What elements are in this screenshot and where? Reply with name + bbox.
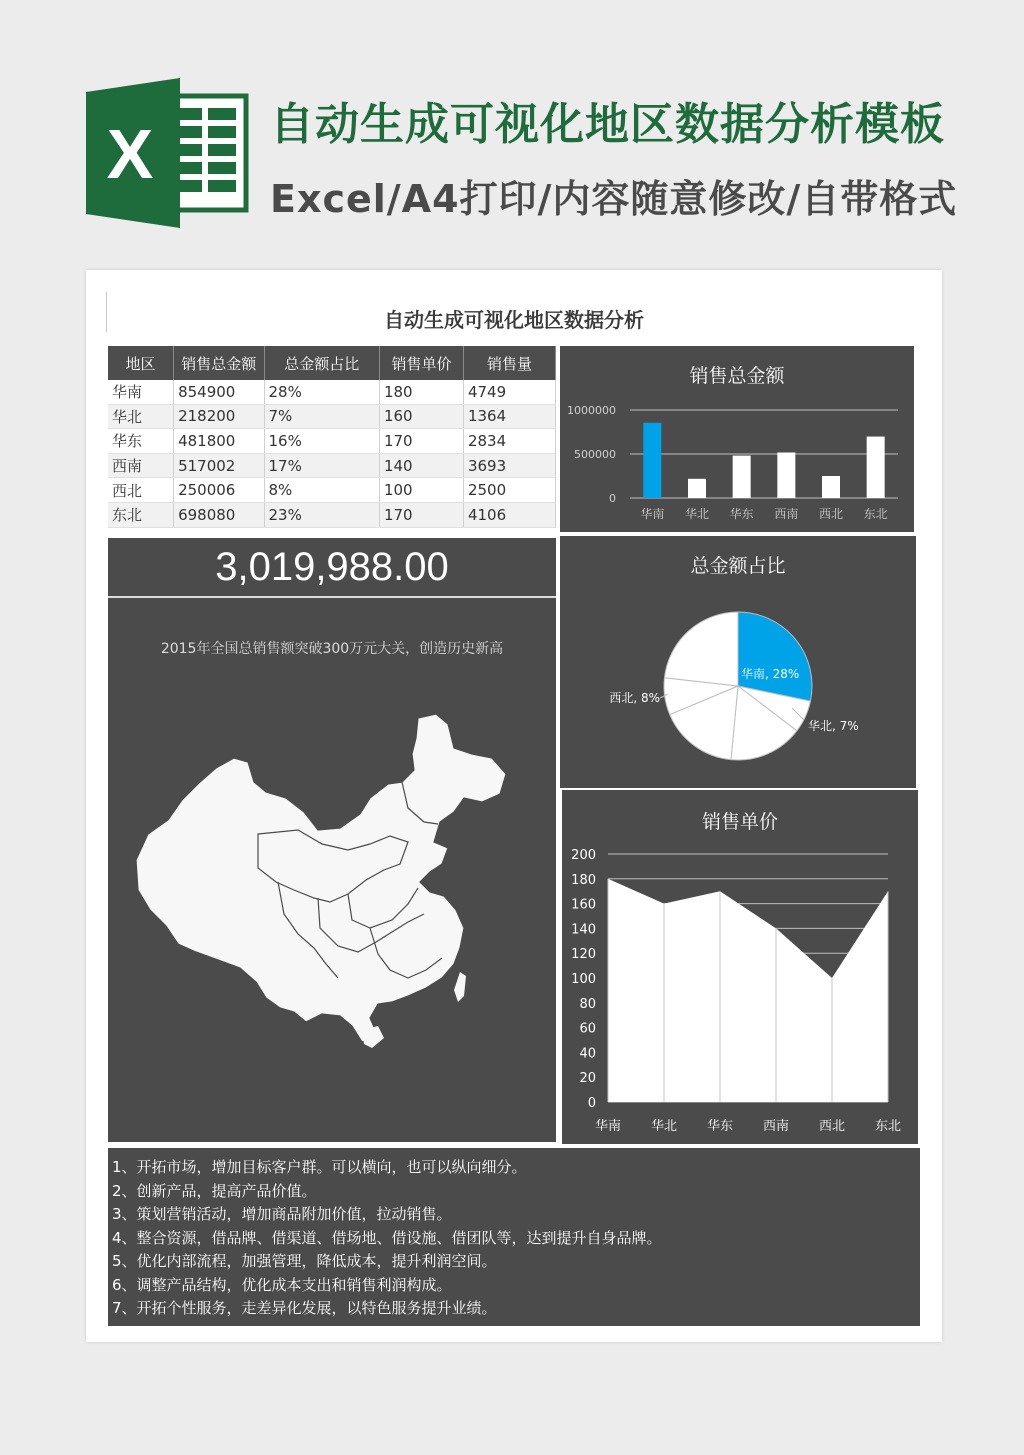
table-cell: 8% <box>264 478 379 503</box>
data-table <box>108 346 556 528</box>
note-item: 1、开拓市场，增加目标客户群。可以横向，也可以纵向细分。 <box>112 1158 527 1176</box>
x-tick-label: 华南 <box>640 507 665 521</box>
x-tick-label: 西北 <box>818 507 844 521</box>
column-header: 地区 <box>108 346 174 380</box>
table-cell: 2500 <box>463 478 555 503</box>
bar <box>643 423 661 498</box>
pie-slice <box>664 612 738 686</box>
table-cell: 218200 <box>174 404 264 429</box>
area-series <box>608 879 888 1102</box>
table-body <box>108 380 556 527</box>
table-cell: 3693 <box>463 453 555 478</box>
table-row <box>108 453 556 478</box>
cell-divider <box>106 292 107 332</box>
y-tick-label: 80 <box>579 996 596 1012</box>
pie-chart <box>560 536 916 788</box>
table-cell: 西南 <box>108 453 174 478</box>
map-panel <box>108 598 556 1142</box>
x-tick-label: 东北 <box>863 507 888 521</box>
table-cell: 28% <box>264 380 379 404</box>
notes-panel <box>108 1148 920 1326</box>
china-map-icon <box>108 598 556 1142</box>
pie-slice <box>738 612 812 701</box>
y-tick-label: 1000000 <box>567 404 616 417</box>
x-tick-label: 西南 <box>762 1119 790 1134</box>
table-cell: 4106 <box>463 502 555 527</box>
x-tick-label: 华北 <box>650 1119 678 1134</box>
x-tick-label: 华北 <box>684 507 710 521</box>
table-cell: 23% <box>264 502 379 527</box>
bar <box>688 479 706 498</box>
pie-data-label: 华北, 7% <box>808 719 859 733</box>
table-cell: 7% <box>264 404 379 429</box>
table-cell: 华东 <box>108 429 174 454</box>
table-cell: 东北 <box>108 502 174 527</box>
note-item: 4、整合资源，借品牌、借渠道、借场地、借设施、借团队等，达到提升自身品牌。 <box>112 1228 662 1247</box>
table-cell: 854900 <box>174 380 264 404</box>
bar <box>777 453 795 498</box>
y-tick-label: 180 <box>571 872 596 888</box>
y-tick-label: 200 <box>571 848 596 863</box>
bar-chart-title: 销售总金额 <box>689 365 785 387</box>
bar <box>867 437 885 498</box>
table-row <box>108 502 556 527</box>
table-cell: 170 <box>379 429 463 454</box>
table-cell: 160 <box>379 404 463 429</box>
bar-chart <box>560 346 914 532</box>
x-tick-label: 西南 <box>774 507 799 521</box>
pie-data-label: 华南, 28% <box>741 667 800 681</box>
table-header-row <box>108 346 556 380</box>
page-subtitle: Excel/A4打印/内容随意修改/自带格式 <box>270 177 958 221</box>
table-cell: 250006 <box>174 478 264 503</box>
total-panel <box>108 538 556 598</box>
pie-chart-title: 总金额占比 <box>690 555 786 577</box>
table-cell: 2834 <box>463 429 555 454</box>
y-tick-label: 40 <box>579 1046 596 1062</box>
column-header: 销售量 <box>463 346 555 380</box>
note-item: 7、开拓个性服务，走差异化发展，以特色服务提升业绩。 <box>112 1299 497 1317</box>
y-tick-label: 0 <box>609 492 616 505</box>
area-chart-panel <box>562 790 918 1144</box>
column-header: 销售单价 <box>379 346 463 380</box>
pie-data-label: 西北, 8% <box>609 691 660 705</box>
table-cell: 4749 <box>463 380 555 404</box>
excel-logo-icon <box>84 78 249 228</box>
y-tick-label: 0 <box>587 1096 596 1111</box>
table-cell: 1364 <box>463 404 555 429</box>
table-row <box>108 380 556 404</box>
bar <box>822 476 840 498</box>
table-cell: 华北 <box>108 404 174 429</box>
area-chart <box>562 790 918 1144</box>
y-tick-label: 160 <box>571 897 596 913</box>
table-row <box>108 478 556 503</box>
table-cell: 华南 <box>108 380 174 404</box>
column-header: 销售总金额 <box>174 346 264 380</box>
table-cell: 698080 <box>174 502 264 527</box>
bar <box>733 456 751 498</box>
document-title: 自动生成可视化地区数据分析 <box>384 308 644 332</box>
table-cell: 481800 <box>174 429 264 454</box>
y-tick-label: 140 <box>571 922 596 938</box>
svg-text:X: X <box>106 115 154 193</box>
note-item: 2、创新产品，提高产品价值。 <box>112 1181 317 1200</box>
table-cell: 16% <box>264 429 379 454</box>
table-cell: 17% <box>264 453 379 478</box>
x-tick-label: 华东 <box>729 507 754 521</box>
pie-chart-panel <box>560 536 916 788</box>
y-tick-label: 120 <box>571 947 596 963</box>
table-cell: 180 <box>379 380 463 404</box>
x-tick-label: 华南 <box>594 1119 622 1134</box>
x-tick-label: 东北 <box>874 1119 902 1134</box>
note-item: 3、策划营销活动，增加商品附加价值，拉动销售。 <box>112 1205 452 1223</box>
table-cell: 170 <box>379 502 463 527</box>
table-cell: 517002 <box>174 453 264 478</box>
x-tick-label: 华东 <box>706 1119 734 1134</box>
y-tick-label: 100 <box>571 972 596 987</box>
y-tick-label: 500000 <box>574 448 616 461</box>
table-cell: 140 <box>379 453 463 478</box>
table-cell: 西北 <box>108 478 174 503</box>
map-caption: 2015年全国总销售额突破300万元大关，创造历史新高 <box>160 641 504 657</box>
x-tick-label: 西北 <box>818 1119 846 1134</box>
bar-chart-panel <box>560 346 914 532</box>
note-item: 5、优化内部流程，加强管理，降低成本，提升利润空间。 <box>112 1252 497 1270</box>
column-header: 总金额占比 <box>264 346 379 380</box>
table-row <box>108 429 556 454</box>
page-title: 自动生成可视化地区数据分析模板 <box>270 99 945 150</box>
area-chart-title: 销售单价 <box>701 811 779 833</box>
notes-list <box>108 1148 920 1321</box>
table-row <box>108 404 556 429</box>
table-cell: 100 <box>379 478 463 503</box>
note-item: 6、调整产品结构，优化成本支出和销售利润构成。 <box>112 1275 452 1294</box>
y-tick-label: 60 <box>579 1021 596 1037</box>
total-sales-value: 3,019,988.00 <box>215 545 449 589</box>
y-tick-label: 20 <box>579 1071 596 1087</box>
